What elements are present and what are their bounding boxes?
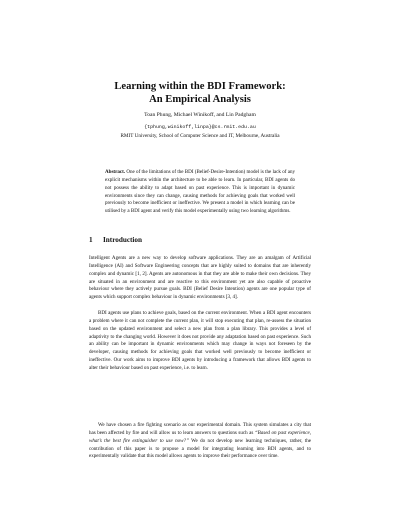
paragraph-text: BDI agents use plans to achieve goals, based on the current environment. When a BDI agent encounters a problem where it can not complete the current plan, it will stop executing that plan, re-assess the situation based on the updated environment and select a new plan from a plan library. This provides a level of adaptivity to the changing world. However it does not provide any adaptation based on past experience. Such an ability can be important in dynamic environments which may change in ways not foreseen by the developer, causing methods for achieving goals that worked well previously to become inefficient or ineffective. Our work aims to improve BDI agents by introducing a framework that allows BDI agents to alter their behaviour based on past experience, i.e. to learn. — [89, 310, 311, 371]
intro-paragraph-1 — [89, 255, 311, 302]
section-heading-introduction — [89, 236, 142, 244]
paper-title-line-1: Learning within the BDI Framework: — [114, 81, 286, 92]
author-affiliation: RMIT University, School of Computer Science and IT, Melbourne, Australia — [120, 133, 280, 139]
abstract-label: Abstract. — [105, 169, 126, 175]
paper-title-line-2: An Empirical Analysis — [149, 94, 251, 105]
paragraph-text-end: We do not develop new learning techniques, rather, the contribution of this paper is to propose a model for integrating learning into BDI agents, and to experimentally validate that this model allows agents to improve their performance over time. — [89, 437, 311, 460]
paragraph-text — [89, 422, 311, 461]
abstract — [105, 169, 295, 216]
paragraph-text: Intelligent Agents are a new way to develop software applications. They are an amalgam of Artificial Intelligence (AI) and Software Engineering concepts that are highly suited to domains that are inherently complex and dynamic [1, 2]. Agents are autonomous in that they are able to make their own decisions. They are situated in an environment and are reactive to this environment yet are also capable of proactive behaviour where they actively pursue goals. BDI (Belief Desire Intention) agents are one popular type of agents which support complex behaviour in dynamic environments [3, 4]. — [89, 255, 311, 301]
abstract-text: One of the limitations of the BDI (Belief-Desire-Intention) model is the lack of any explicit mechanisms within the architecture to be able to learn. In particular, BDI agents do not possess the ability to adapt based on past experience. This is important in dynamic environments since they can change, causing methods for achieving goals that worked well previously to become inefficient or ineffective. We present a model in which learning can be utilised by a BDI agent and verify this model experimentally using two learning algorithms. — [105, 169, 295, 215]
paragraph-quote: “Based on past experience, what’s the best fire extinguisher to use now?” — [89, 429, 311, 444]
section-number: 1 — [89, 236, 93, 244]
intro-paragraph-3 — [89, 422, 311, 461]
paragraph-text-start: We have chosen a fire fighting scenario as our experimental domain. This system simulates a city that has been affected by fire and will allow us to learn answers to questions such as — [89, 422, 311, 436]
intro-paragraph-2 — [89, 310, 311, 373]
author-emails: {tphung,winikoff,linpa}@cs.rmit.edu.au — [144, 125, 256, 130]
section-title: Introduction — [103, 236, 143, 244]
author-list: Toan Phung, Michael Winikoff, and Lin Padgham — [144, 112, 256, 118]
